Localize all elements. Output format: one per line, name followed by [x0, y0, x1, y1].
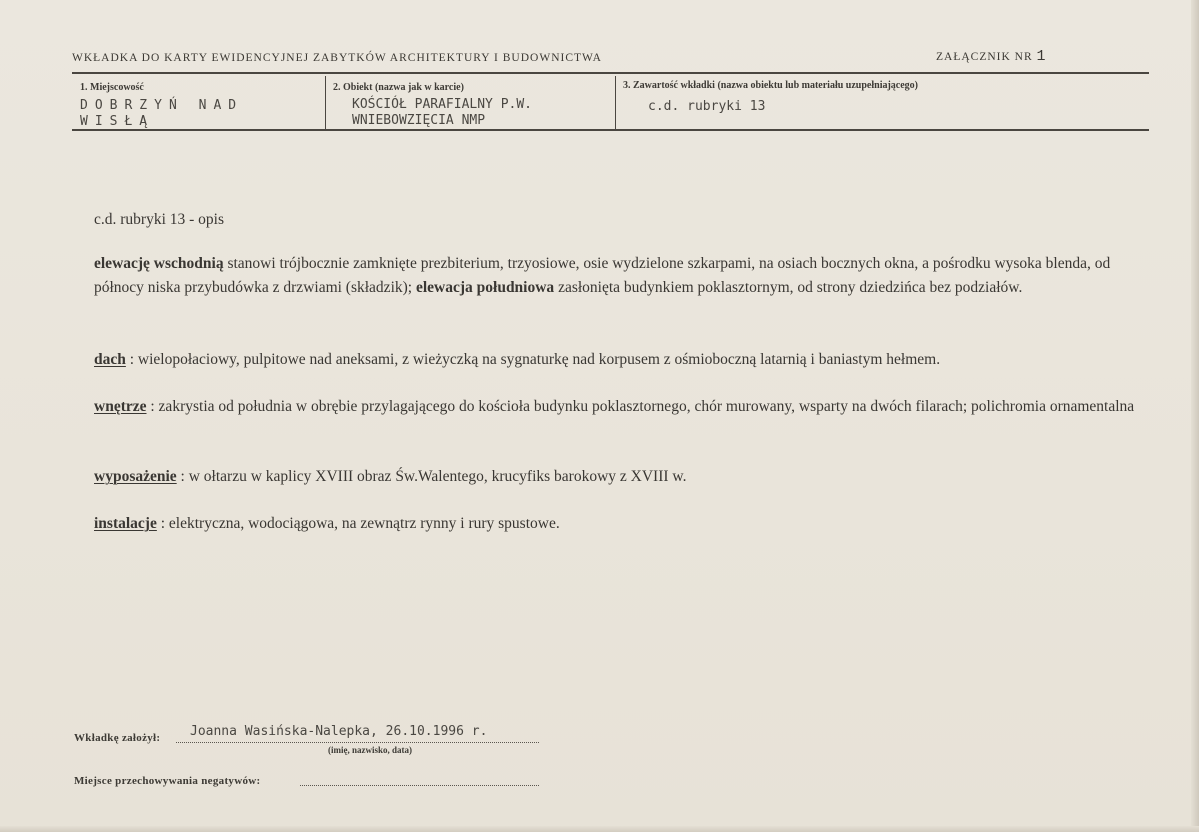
- keyword-furnishings: wyposażenie: [94, 468, 177, 485]
- attachment-number: [936, 48, 1046, 65]
- roof-text: : wielopołaciowy, pulpitowe nad aneksami, z wieżyczką na sygnaturkę nad korpusem z ośmioboczną latarnią i baniastym hełmem.: [125, 351, 941, 368]
- attachment-label: ZAŁĄCZNIK NR: [936, 51, 1033, 63]
- keyword-roof: dach: [94, 351, 126, 368]
- founded-by-caption: (imię, nazwisko, data): [328, 745, 412, 755]
- location-value-line2: WISŁĄ: [80, 114, 155, 129]
- form-title: WKŁADKA DO KARTY EWIDENCYJNEJ ZABYTKÓW ARCHITEKTURY I BUDOWNICTWA: [72, 52, 602, 64]
- header-bottom-rule: [72, 129, 1149, 131]
- east-elevation-text: stanowi trójbocznie zamknięte prezbiterium, trzyosiowe, osie wydzielone szkarpami, na osiach bocznych okna, a pośrodku wysoka blenda, od północy niska przybudówka z drzwiami (składzik);: [94, 255, 1111, 296]
- founded-by-label: Wkładkę założył:: [74, 732, 161, 744]
- installations-text: : elektryczna, wodociągowa, na zewnątrz rynny i rury spustowe.: [156, 515, 560, 532]
- keyword-installations: instalacje: [94, 515, 157, 532]
- negatives-location-label: Miejsce przechowywania negatywów:: [74, 775, 261, 787]
- card-edge-right: [1191, 0, 1199, 832]
- description-east-south-elevation: [94, 252, 1139, 300]
- object-value-line2: WNIEBOWZIĘCIA NMP: [352, 113, 486, 128]
- description-intro: c.d. rubryki 13 - opis: [94, 211, 225, 228]
- keyword-east-elevation: elewację wschodnią: [94, 255, 224, 272]
- description-interior: [94, 395, 1139, 419]
- card-edge-bottom: [0, 826, 1199, 832]
- description-furnishings: [94, 465, 1139, 489]
- keyword-interior: wnętrze: [94, 398, 147, 415]
- object-value-line1: KOŚCIÓŁ PARAFIALNY P.W.: [352, 97, 533, 112]
- negatives-location-line: [300, 785, 539, 786]
- interior-text: : zakrystia od południa w obrębie przylagającego do kościoła budynku poklasztornego, chór murowany, wsparty na dwóch filarach; polichromia ornamentalna: [146, 398, 1135, 415]
- description-roof: [94, 348, 1139, 372]
- furnishings-text: : w ołtarzu w kaplicy XVIII obraz Św.Walentego, krucyfiks barokowy z XVIII w.: [176, 468, 687, 485]
- south-elevation-text: zasłonięta budynkiem poklasztornym, od strony dziedzińca bez podziałów.: [554, 279, 1023, 296]
- location-label: 1. Miejscowość: [80, 82, 144, 93]
- object-label: 2. Obiekt (nazwa jak w karcie): [333, 82, 464, 93]
- header-top-rule: [72, 72, 1149, 74]
- location-value-line1: DOBRZYŃ NAD: [80, 98, 244, 113]
- attachment-number-value: 1: [1036, 48, 1046, 65]
- description-installations: [94, 512, 1139, 536]
- keyword-south-elevation: elewacja południowa: [415, 279, 555, 296]
- founded-by-line: [176, 742, 539, 743]
- contents-value: c.d. rubryki 13: [648, 99, 766, 114]
- column-divider-2: [615, 76, 616, 129]
- column-divider-1: [325, 76, 326, 129]
- founded-by-value: Joanna Wasińska-Nalepka, 26.10.1996 r.: [190, 724, 488, 739]
- contents-label: 3. Zawartość wkładki (nazwa obiektu lub materiału uzupełniającego): [623, 80, 919, 91]
